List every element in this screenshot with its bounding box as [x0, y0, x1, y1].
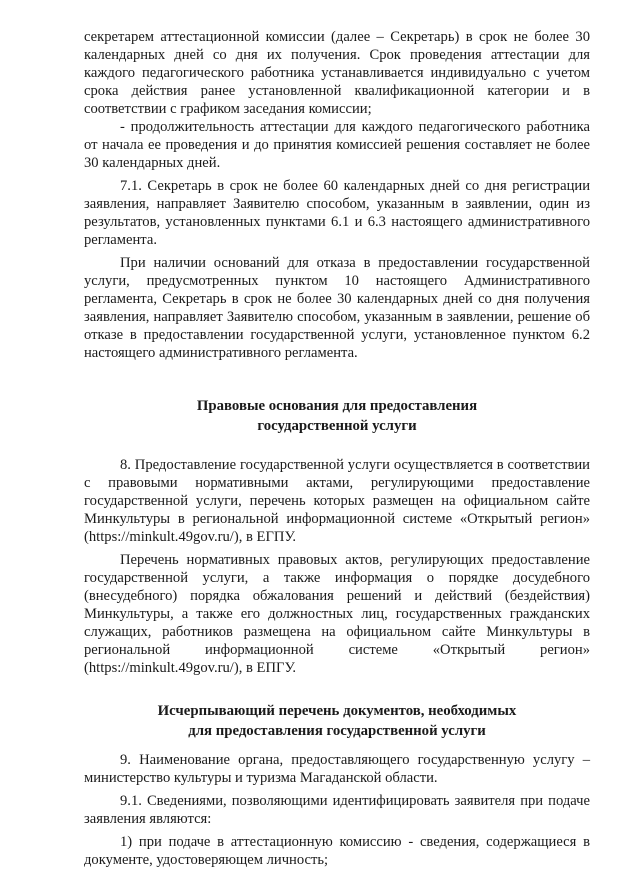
heading-line: Исчерпывающий перечень документов, необходимых — [157, 703, 517, 719]
paragraph-9-1-item-1: 1) при подаче в аттестационную комиссию - сведения, содержащиеся в документе, удостоверяющем личность; — [84, 834, 590, 868]
paragraph-9-1: 9.1. Сведениями, позволяющими идентифицировать заявителя при подаче заявления являются: — [84, 793, 590, 827]
section-heading-legal-basis — [84, 396, 590, 436]
document-page — [84, 28, 590, 869]
paragraph-continuation: секретарем аттестационной комиссии (далее – Секретарь) в срок не более 30 календарных дней со дня их получения. Срок проведения аттестации для каждого педагогического работника устанавливается индивидуально с учетом срока действия ранее установленной квалификационной категории и в соответствии с графиком заседания комиссии; — [84, 29, 590, 117]
paragraph-8: 8. Предоставление государственной услуги осуществляется в соответствии с правовыми нормативными актами, регулирующими предоставление государственной услуги, перечень которых размещен на официальном сайте Минкультуры в региональной информационной системе «Открытый регион» (https://minkult.49gov.ru/), в ЕГПУ. — [84, 457, 590, 545]
heading-line: для предоставления государственной услуги — [188, 723, 486, 739]
heading-line: государственной услуги — [257, 418, 417, 434]
paragraph-duration: - продолжительность аттестации для каждого педагогического работника от начала ее проведения и до принятия комиссией решения составляет не более 30 календарных дней. — [84, 119, 590, 171]
paragraph-9: 9. Наименование органа, предоставляющего государственную услугу – министерство культуры и туризма Магаданской области. — [84, 752, 590, 786]
paragraph-legal-acts-list: Перечень нормативных правовых актов, регулирующих предоставление государственной услуги, а также информация о порядке досудебного (внесудебного) порядка обжалования решений и действий (бездействия) Минкультуры, а также его должностных лиц, государственных гражданских служащих, работников размещена на официальном сайте Минкультуры в региональной информационной системе «Открытый регион» (https://minkult.49gov.ru/), в ЕПГУ. — [84, 552, 590, 676]
paragraph-refusal: При наличии оснований для отказа в предоставлении государственной услуги, предусмотренных пунктом 10 настоящего Административного регламента, Секретарь в срок не более 30 календарных дней со дня получения заявления, направляет Заявителю способом, указанным в заявлении, решение об отказе в предоставлении государственной услуги, установленное пунктом 6.2 настоящего административного регламента. — [84, 255, 590, 361]
paragraph-7-1: 7.1. Секретарь в срок не более 60 календарных дней со дня регистрации заявления, направляет Заявителю способом, указанным в заявлении, один из результатов, установленных пунктами 6.1 и 6.3 настоящего административного регламента. — [84, 178, 590, 248]
section-heading-documents — [84, 701, 590, 741]
heading-line: Правовые основания для предоставления — [196, 398, 478, 414]
